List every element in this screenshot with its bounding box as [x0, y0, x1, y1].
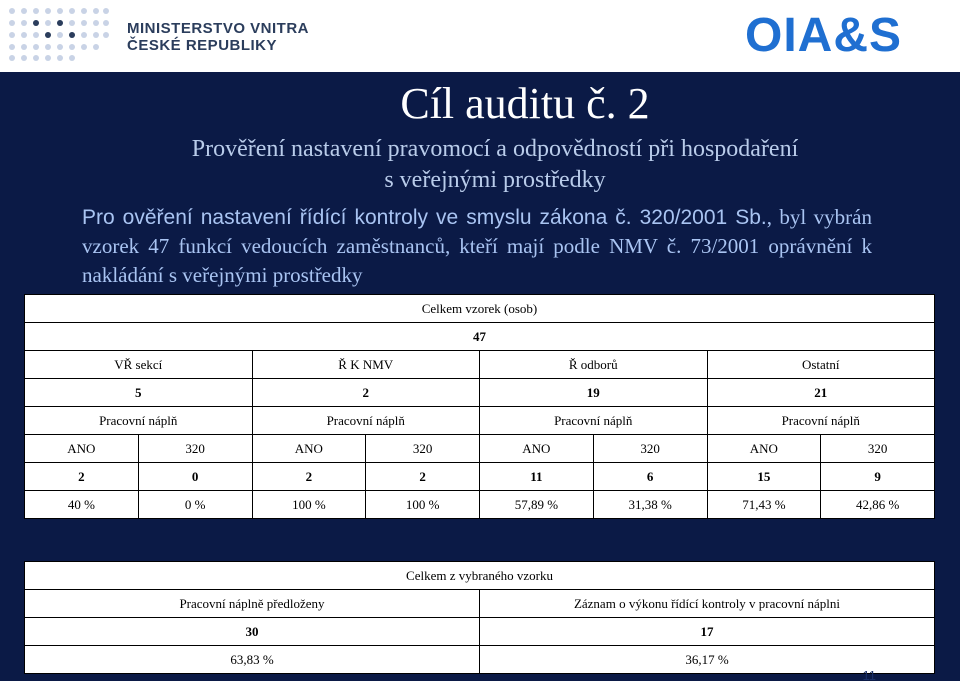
table-row [25, 618, 935, 646]
count-cell: 0 [138, 463, 252, 491]
subtitle-line1: Prověření nastavení pravomocí a odpovědností při hospodaření [191, 136, 799, 162]
table-row [25, 646, 935, 674]
total-count: 47 [25, 323, 935, 351]
count-cell: 17 [480, 618, 935, 646]
count-cell: 30 [25, 618, 480, 646]
col-label: 320 [138, 435, 252, 463]
col-label: ANO [25, 435, 139, 463]
sub-header: Pracovní náplň [252, 407, 480, 435]
group-count: 21 [707, 379, 935, 407]
count-cell: 15 [707, 463, 821, 491]
table-row [25, 295, 935, 323]
oias-logo: OIA&S [744, 9, 902, 62]
intro-paragraph [82, 203, 872, 290]
percent-cell: 57,89 % [480, 491, 594, 519]
percent-cell: 31,38 % [593, 491, 707, 519]
percent-cell: 0 % [138, 491, 252, 519]
group-count: 5 [25, 379, 253, 407]
percent-cell: 63,83 % [25, 646, 480, 674]
group-label: Ř odborů [480, 351, 708, 379]
col-label: ANO [252, 435, 366, 463]
count-cell: 2 [252, 463, 366, 491]
table-row [25, 407, 935, 435]
table-row [25, 491, 935, 519]
ministry-line2: ČESKÉ REPUBLIKY [127, 37, 278, 54]
page-number: 11 [862, 668, 876, 681]
group-label: Ostatní [707, 351, 935, 379]
table-row [25, 379, 935, 407]
sub-header: Pracovní náplň [25, 407, 253, 435]
col-label: ANO [707, 435, 821, 463]
count-cell: 2 [25, 463, 139, 491]
selected-sample-table [24, 561, 935, 674]
group-label: Ř K NMV [252, 351, 480, 379]
group-count: 2 [252, 379, 480, 407]
ministry-logo-dots [6, 5, 110, 61]
col-label: ANO [480, 435, 594, 463]
table-row [25, 562, 935, 590]
table-header: Celkem z vybraného vzorku [25, 562, 935, 590]
percent-cell: 40 % [25, 491, 139, 519]
paragraph-part2: , byl vybrán vzorek 47 funkcí vedoucích zaměstnanců, kteří mají podle NMV č. 73/2001 oprávnění k nakládání s veřejnými prostředky [82, 205, 872, 287]
sub-header: Pracovní náplň [707, 407, 935, 435]
count-cell: 9 [821, 463, 935, 491]
col-label: 320 [821, 435, 935, 463]
table-row [25, 590, 935, 618]
col-label: 320 [593, 435, 707, 463]
ministry-name [127, 20, 309, 54]
percent-cell: 100 % [366, 491, 480, 519]
count-cell: 11 [480, 463, 594, 491]
group-label: VŘ sekcí [25, 351, 253, 379]
slide-title: Cíl auditu č. 2 [400, 79, 650, 128]
subtitle-line2: s veřejnými prostředky [384, 167, 606, 193]
slide-subtitle [0, 134, 960, 196]
col-label: Pracovní náplně předloženy [25, 590, 480, 618]
percent-cell: 100 % [252, 491, 366, 519]
percent-cell: 42,86 % [821, 491, 935, 519]
percent-cell: 71,43 % [707, 491, 821, 519]
table-row [25, 323, 935, 351]
table-header: Celkem vzorek (osob) [25, 295, 935, 323]
sample-table [24, 294, 935, 519]
count-cell: 6 [593, 463, 707, 491]
col-label: Záznam o výkonu řídící kontroly v pracovní náplni [480, 590, 935, 618]
paragraph-part1: Pro ověření nastavení řídící kontroly ve smyslu zákona č. 320/2001 Sb. [82, 206, 767, 229]
header-band [0, 0, 960, 72]
table-row [25, 351, 935, 379]
ministry-line1: MINISTERSTVO VNITRA [127, 20, 310, 37]
col-label: 320 [366, 435, 480, 463]
table-row [25, 463, 935, 491]
sub-header: Pracovní náplň [480, 407, 708, 435]
count-cell: 2 [366, 463, 480, 491]
percent-cell: 36,17 % [480, 646, 935, 674]
group-count: 19 [480, 379, 708, 407]
table-row [25, 435, 935, 463]
